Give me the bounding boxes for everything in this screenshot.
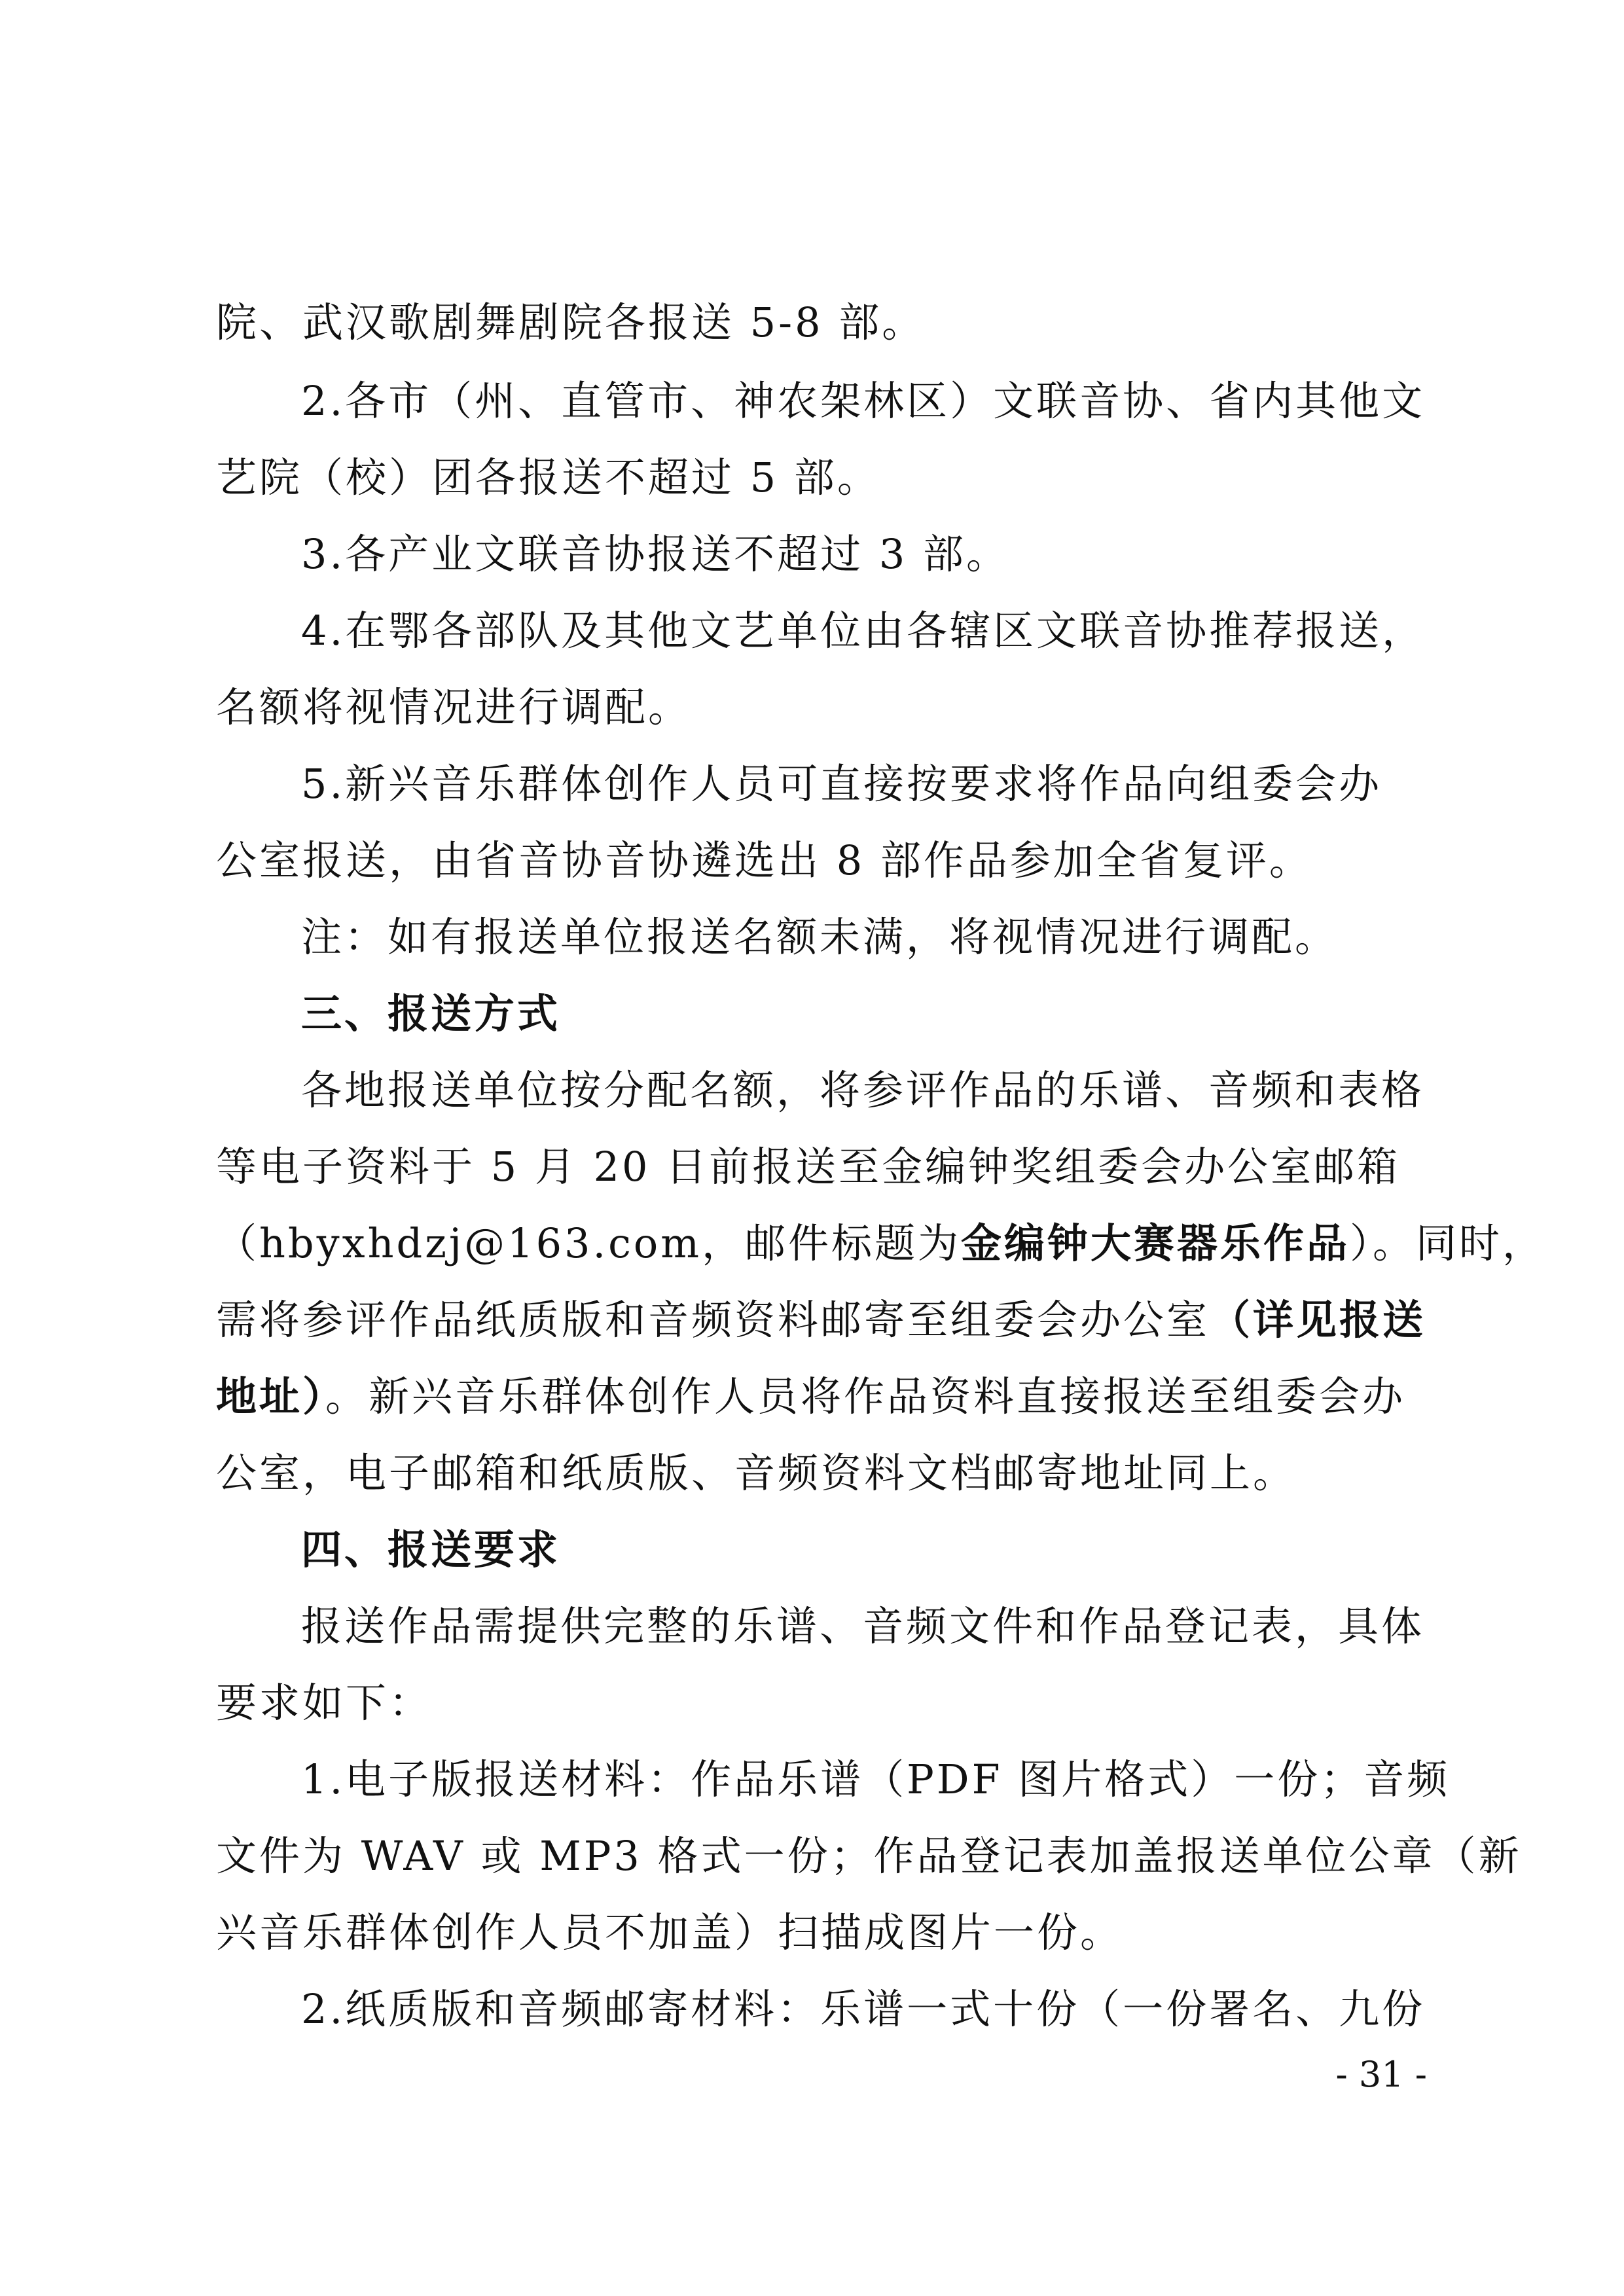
- section-3-paragraph-line-4: [216, 1287, 1426, 1353]
- section-4-paragraph-line-1: 报送作品需提供完整的乐谱、音频文件和作品登记表，具体: [301, 1602, 1425, 1650]
- section-4-paragraph-line-2: 要求如下：: [216, 1679, 433, 1727]
- section-3-paragraph-line-2: 等电子资料于 5 月 20 日前报送至金编钟奖组委会办公室邮箱: [216, 1143, 1401, 1191]
- line-tail-text: ）。同时，: [1350, 1219, 1546, 1267]
- line-text: 需将参评作品纸质版和音频资料邮寄至组委会办公室: [216, 1296, 1210, 1344]
- list-item-5-line-2: 公室报送，由省音协音协遴选出 8 部作品参加全省复评。: [216, 836, 1312, 884]
- note-line: 注：如有报送单位报送名额未满，将视情况进行调配。: [301, 913, 1339, 961]
- list-item-5-line-1: 5.新兴音乐群体创作人员可直接按要求将作品向组委会办: [301, 760, 1382, 808]
- list-item-4-line-1: 4.在鄂各部队及其他文艺单位由各辖区文联音协推荐报送，: [301, 607, 1426, 655]
- list-item-4-line-2: 名额将视情况进行调配。: [216, 683, 692, 731]
- requirement-1-line-2: 文件为 WAV 或 MP3 格式一份；作品登记表加盖报送单位公章（新: [216, 1832, 1522, 1880]
- requirement-1-line-3: 兴音乐群体创作人员不加盖）扫描成图片一份。: [216, 1909, 1124, 1956]
- section-3-paragraph-line-3: [216, 1211, 1546, 1276]
- list-item-2-line-2: 艺院（校）团各报送不超过 5 部。: [216, 454, 880, 501]
- section-3-paragraph-line-1: 各地报送单位按分配名额，将参评作品的乐谱、音频和表格: [301, 1066, 1425, 1114]
- list-item-3: 3.各产业文联音协报送不超过 3 部。: [301, 530, 1010, 578]
- line-text: 。新兴音乐群体创作人员将作品资料直接报送至组委会办: [325, 1372, 1406, 1420]
- section-heading-3: 三、报送方式: [301, 990, 561, 1037]
- requirement-1-line-1: 1.电子版报送材料：作品乐谱（PDF 图片格式）一份；音频: [301, 1755, 1451, 1803]
- list-item-2-line-1: 2.各市（州、直管市、神农架林区）文联音协、省内其他文: [301, 377, 1426, 425]
- email-subject-bold: 金编钟大赛器乐作品: [961, 1219, 1350, 1267]
- section-3-paragraph-line-5: [216, 1364, 1414, 1429]
- section-3-paragraph-line-6: 公室，电子邮箱和纸质版、音频资料文档邮寄地址同上。: [216, 1449, 1297, 1497]
- address-reference-bold-end: 地址）: [216, 1372, 326, 1420]
- requirement-2-line-1: 2.纸质版和音频邮寄材料：乐谱一式十份（一份署名、九份: [301, 1985, 1426, 2033]
- address-reference-bold: （详见报送: [1210, 1296, 1426, 1344]
- section-heading-4: 四、报送要求: [301, 1526, 561, 1573]
- paragraph-line-1: 院、武汉歌剧舞剧院各报送 5-8 部。: [216, 298, 926, 346]
- email-text: （hbyxhdzj@163.com，邮件标题为: [216, 1219, 962, 1267]
- page-number: - 31 -: [1335, 2054, 1427, 2095]
